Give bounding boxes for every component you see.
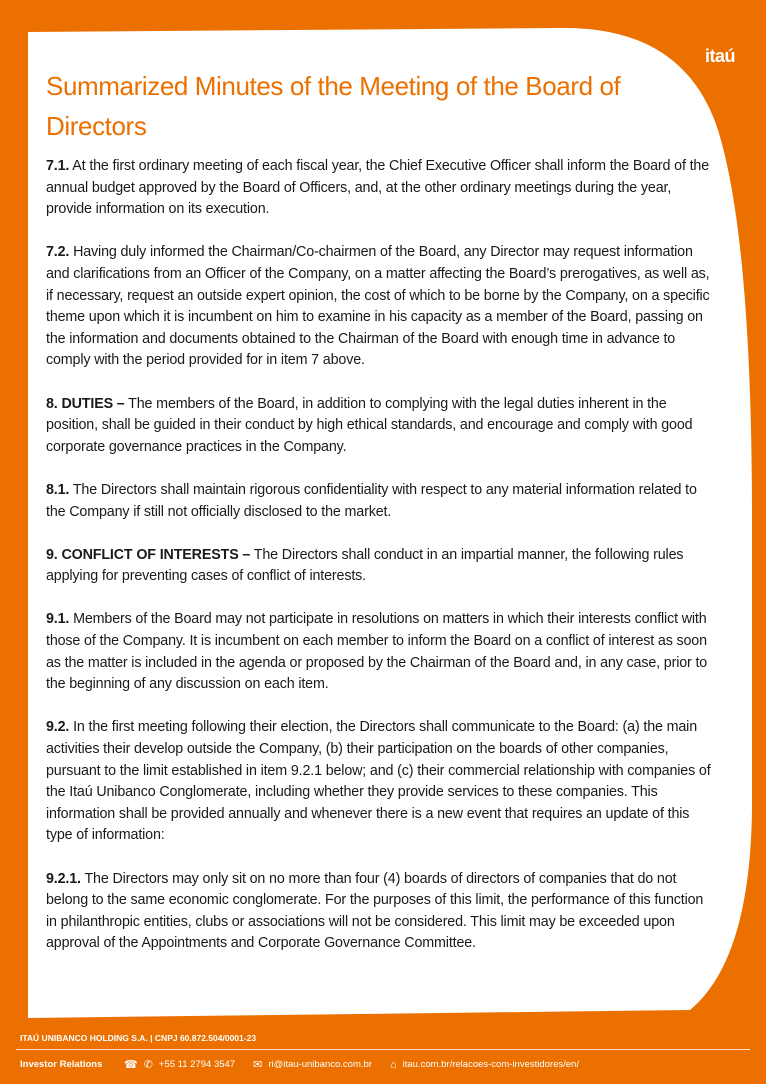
paragraph-7-2 [46, 242, 712, 372]
paragraph-8 [46, 394, 712, 459]
home-icon: ⌂ [389, 1058, 397, 1071]
paragraph-9-2 [46, 717, 712, 847]
footer-divider [16, 1049, 750, 1050]
email-address: ri@itau-unibanco.com.br [268, 1059, 372, 1070]
paragraph-text: The Directors shall maintain rigorous confidentiality with respect to any material information related to the Company if still not officially disclosed to the market. [46, 481, 697, 520]
paragraph-8-1 [46, 480, 712, 523]
document-body [46, 156, 712, 977]
phone-contact[interactable] [124, 1058, 235, 1071]
paragraph-label: 9. CONFLICT OF INTERESTS – [46, 546, 251, 563]
paragraph-text: The Directors shall conduct in an impartial manner, the following rules applying for preventing cases of conflict of interests. [46, 546, 684, 585]
email-contact[interactable] [253, 1058, 372, 1071]
investor-relations-label: Investor Relations [20, 1059, 103, 1070]
footer-contacts [20, 1058, 750, 1071]
website-url: itau.com.br/relacoes-com-investidores/en/ [402, 1059, 579, 1070]
itau-logo: itaú [693, 29, 747, 83]
whatsapp-icon: ✆ [143, 1059, 153, 1071]
paragraph-text: Members of the Board may not participate in resolutions on matters in which their interests conflict with those of the Company. It is incumbent on each member to inform the Board on a conflict of interest as soon as the matter is included in the agenda or proposed by the Chairman of the Board and, in any case, prior to the beginning of any discussion on each item. [46, 611, 708, 693]
page-title: Summarized Minutes of the Meeting of the Board of Directors [46, 71, 621, 141]
paragraph-7-1 [46, 156, 712, 221]
paragraph-label: 8. DUTIES – [46, 395, 125, 412]
paragraph-9-1 [46, 609, 712, 695]
paragraph-label: 7.1. [46, 158, 70, 174]
paragraph-9 [46, 545, 712, 588]
paragraph-label: 9.2. [46, 719, 70, 736]
phone-number: +55 11 2794 3547 [158, 1059, 236, 1070]
phone-icon: ☎ [124, 1059, 138, 1071]
paragraph-9-2-1 [46, 869, 712, 955]
paragraph-label: 9.2.1. [46, 870, 81, 887]
website-link[interactable] [390, 1059, 579, 1071]
paragraph-label: 9.1. [46, 611, 70, 628]
company-info: ITAÚ UNIBANCO HOLDING S.A. | CNPJ 60.872.504/0001-23 [20, 1033, 257, 1043]
paragraph-text: The members of the Board, in addition to complying with the legal duties inherent in the position, shall be guided in their conduct by high ethical standards, and encourage and comply with good corporate governance practices in the Company. [46, 395, 693, 455]
paragraph-text: Having duly informed the Chairman/Co-chairmen of the Board, any Director may request information and clarifications from an Officer of the Company, on a matter affecting the Board’s prerogatives, as well as, if necessary, request an outside expert opinion, the cost of which to be borne by the Company, on a specific theme upon which it is incumbent on him to examine in his capacity as a member of the Board, passing on the information and documents obtained to the Chairman of the Board with enough time in advance to comply with the period provided for in item 7 above. [46, 244, 710, 369]
mail-icon: ✉ [253, 1059, 263, 1071]
paragraph-label: 8.1. [46, 481, 70, 498]
paragraph-text: In the first meeting following their election, the Directors shall communicate to the Board: (a) the main activities their develop outside the Company, (b) their participation on the boards of other companies, pursuant to the limit established in item 9.2.1 below; and (c) their commercial relationship with companies of the Itaú Unibanco Conglomerate, including whether they provide services to these companies. This information shall be provided annually and whenever there is a new event that requires an update of this type of information: [46, 719, 711, 844]
paragraph-text: The Directors may only sit on no more than four (4) boards of directors of companies that do not belong to the same economic conglomerate. For the purposes of this limit, the performance of this function in philanthropic entities, clubs or associations will not be considered. This limit may be exceeded upon approval of the Appointments and Corporate Governance Committee. [46, 870, 704, 952]
paragraph-label: 7.2. [46, 244, 70, 261]
paragraph-text: At the first ordinary meeting of each fiscal year, the Chief Executive Officer shall inform the Board of the annual budget approved by the Board of Officers, and, at the other ordinary meetings during the year, provide information on its execution. [46, 158, 710, 218]
